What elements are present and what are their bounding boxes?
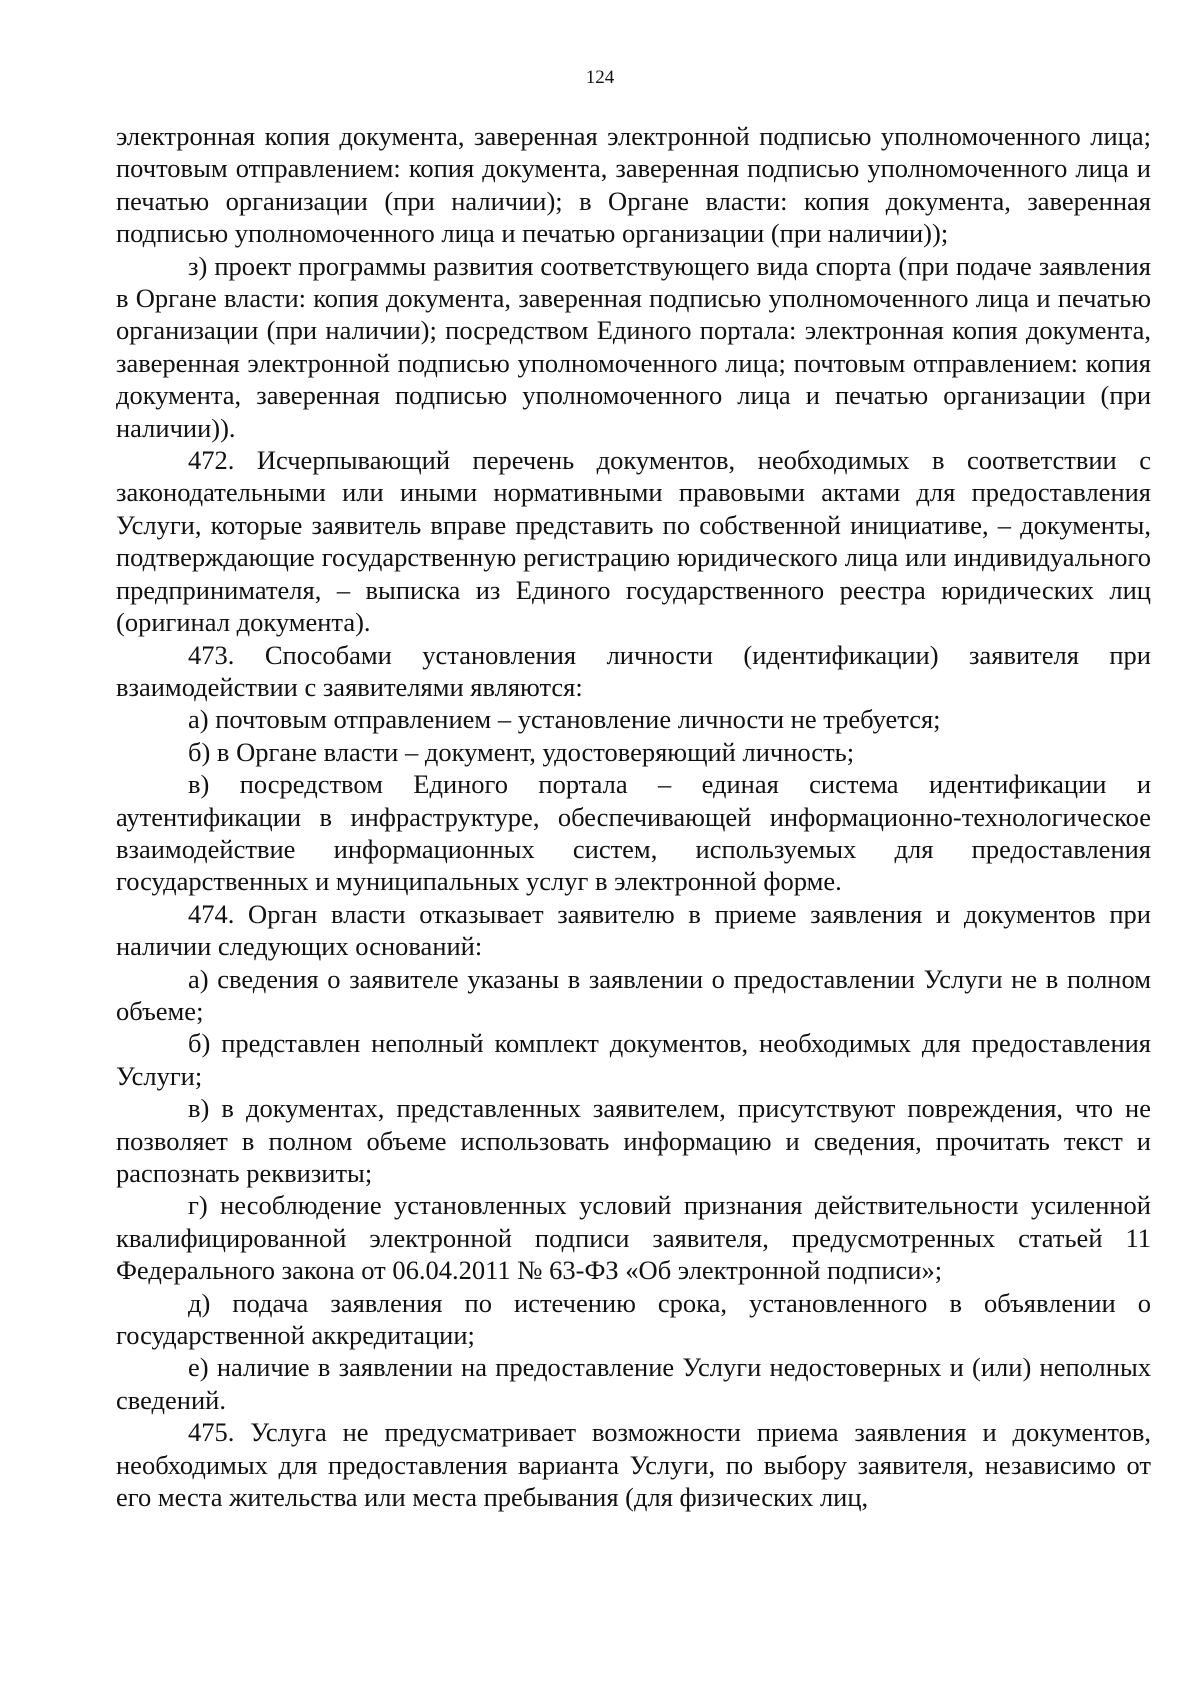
paragraph-474-a: а) сведения о заявителе указаны в заявлении о предоставлении Услуги не в полном объеме; [116,963,1151,1026]
page-number: 124 [585,67,615,88]
paragraph-474-e: е) наличие в заявлении на предоставление Услуги недостоверных и (или) неполных сведений. [116,1352,1151,1415]
paragraph-474-d: д) подача заявления по истечению срока, установленного в объявлении о государственной аккредитации; [116,1287,1151,1351]
paragraph-475: 475. Услуга не предусматривает возможности приема заявления и документов, необходимых для предоставления варианта Услуги, по выбору заявителя, независимо от его места жительства или места пребывания (для физических лиц, [116,1417,1151,1513]
paragraph-continuation: электронная копия документа, заверенная электронной подписью уполномоченного лица; почтовым отправлением: копия документа, заверенная подписью уполномоченного лица и печатью организации (при наличии); в Органе власти: копия документа, заверенная подписью уполномоченного лица и печатью организации (при наличии)); [116,121,1151,249]
document-body [116,120,1151,1513]
paragraph-474-g: г) несоблюдение установленных условий признания действительности усиленной квалифицированной электронной подписи заявителя, предусмотренных статьей 11 Федерального закона от 06.04.2011 № 63-ФЗ «Об электронной подписи»; [116,1190,1151,1286]
paragraph-473: 473. Способами установления личности (идентификации) заявителя при взаимодействии с заявителями являются: [116,639,1151,702]
paragraph-473-v: в) посредством Единого портала – единая система идентификации и аутентификации в инфраструктуре, обеспечивающей информационно-технологическое взаимодействие информационных систем, используемых для предоставления государственных и муниципальных услуг в электронной форме. [116,769,1151,897]
paragraph-474-b: б) представлен неполный комплект документов, необходимых для предоставления Услуги; [116,1028,1151,1091]
paragraph-474-v: в) в документах, представленных заявителем, присутствуют повреждения, что не позволяет в полном объеме использовать информацию и сведения, прочитать текст и распознать реквизиты; [116,1093,1151,1188]
paragraph-473-b: б) в Органе власти – документ, удостоверяющий личность; [188,736,855,767]
paragraph-474: 474. Орган власти отказывает заявителю в приеме заявления и документов при наличии следующих оснований: [116,898,1151,962]
paragraph-item-z: з) проект программы развития соответствующего вида спорта (при подаче заявления в Органе власти: копия документа, заверенная подписью уполномоченного лица и печатью организации (при наличии); посредством Единого портала: электронная копия документа, заверенная электронной подписью уполномоченного лица; почтовым отправлением: копия документа, заверенная подписью уполномоченного лица и печатью организации (при наличии)). [116,250,1151,443]
paragraph-472: 472. Исчерпывающий перечень документов, необходимых в соответствии с законодательными или иными нормативными правовыми актами для предоставления Услуги, которые заявитель вправе представить по собственной инициативе, – документы, подтверждающие государственную регистрацию юридического лица или индивидуального предпринимателя, – выписка из Единого государственного реестра юридических лиц (оригинал документа). [116,445,1151,638]
paragraph-473-a: а) почтовым отправлением – установление личности не требуется; [188,704,941,735]
